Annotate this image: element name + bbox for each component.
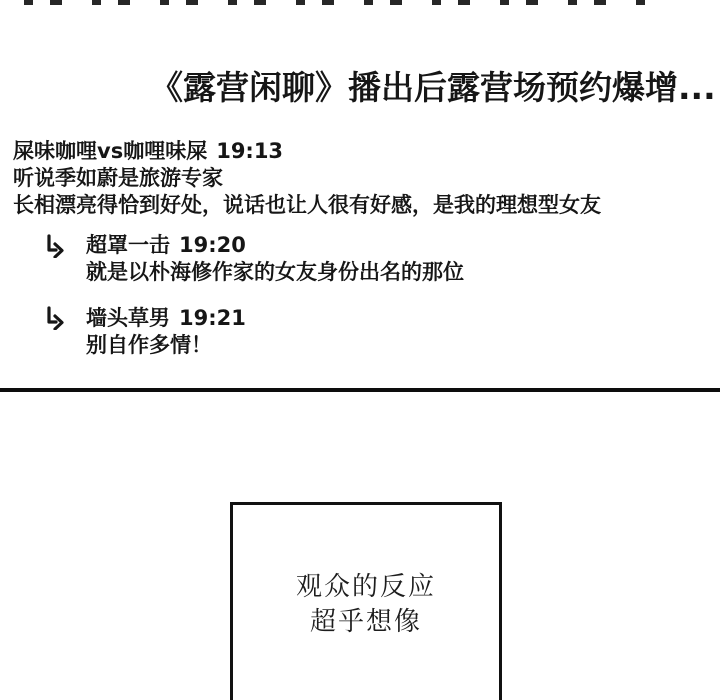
reply-text: 就是以朴海修作家的女友身份出名的那位: [86, 260, 464, 284]
post-meta: [13, 138, 601, 165]
post-author: 屎味咖哩vs咖哩味屎: [13, 139, 208, 163]
forum-post: [13, 138, 601, 219]
reply-timestamp: 19:21: [179, 306, 246, 330]
post-text-line: 听说季如蔚是旅游专家: [13, 166, 223, 190]
reply-arrow-icon: [44, 234, 68, 258]
cropped-text-remnants: [24, 0, 646, 5]
panel-divider: [0, 388, 720, 392]
post-text-line: 长相漂亮得恰到好处，说话也让人很有好感，是我的理想型女友: [13, 193, 601, 217]
reply-meta: [86, 232, 464, 259]
reply-author: 超罩一击: [86, 233, 170, 257]
forum-reply: [86, 305, 246, 359]
caption-line: 超乎想像: [309, 606, 422, 636]
post-timestamp: 19:13: [216, 139, 284, 163]
reply-arrow-icon: [44, 306, 68, 330]
reply-author: 墙头草男: [86, 306, 170, 330]
reply-text: 别自作多情！: [86, 333, 212, 357]
reply-timestamp: 19:20: [179, 233, 246, 257]
reply-meta: [86, 305, 246, 332]
episode-headline: 《露营闲聊》播出后露营场预约爆增...: [150, 68, 716, 107]
caption-box: [230, 502, 502, 700]
forum-reply: [86, 232, 464, 286]
caption-line: 观众的反应: [295, 571, 436, 601]
